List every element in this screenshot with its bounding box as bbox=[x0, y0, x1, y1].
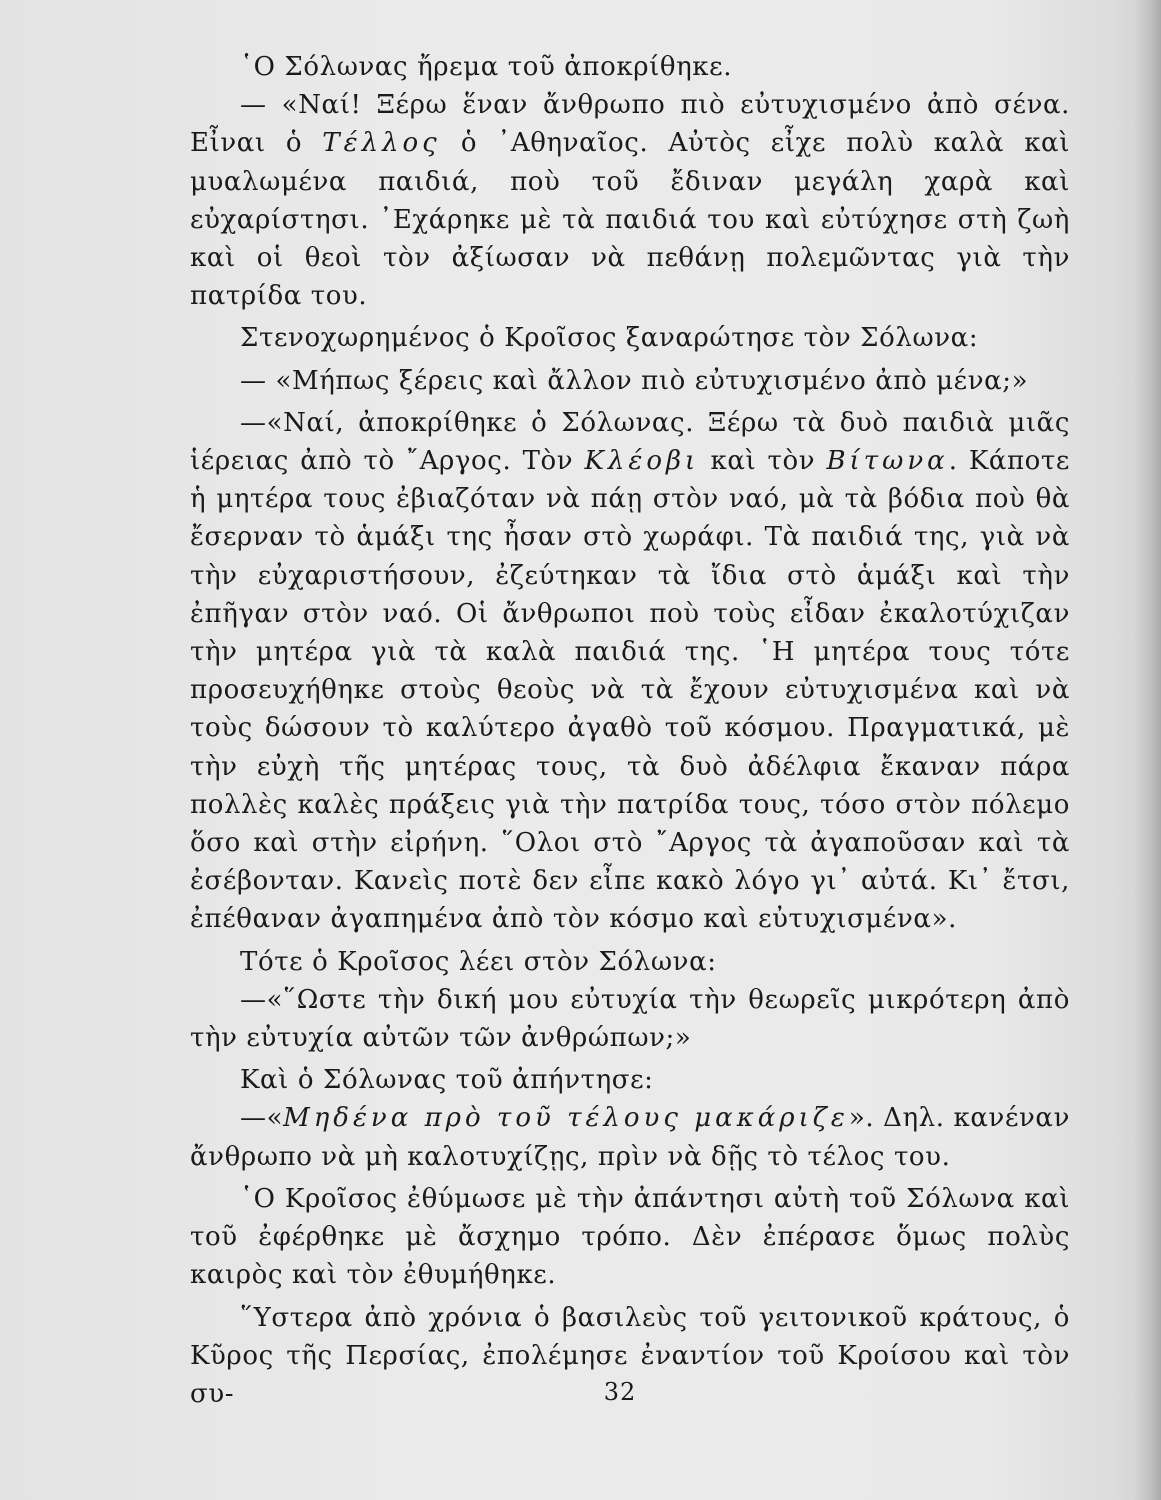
paragraph-7 bbox=[190, 981, 1070, 1057]
paragraph-9 bbox=[190, 1099, 1070, 1175]
paragraph-9-text-a: —« bbox=[240, 1103, 284, 1134]
name-kleobis: Κλέοβι bbox=[584, 446, 700, 477]
paragraph-5-text-c: . Κάποτε ἡ μητέρα τους ἐβιαζόταν νὰ πάῃ στὸν ναό, μὰ τὰ βόδια ποὺ θὰ ἔσερναν τὸ ἁμάξι της ἦσαν στὸ χωράφι. Τὰ παιδιά της, γιὰ νὰ τὴν εὐχαριστήσουν, ἐζεύτηκαν τὰ ἴδια στὸ ἁμάξι καὶ τὴν ἐπῆγαν στὸν ναό. Οἱ ἄνθρωποι ποὺ τοὺς εἶδαν ἐκαλοτύχιζαν τὴν μητέρα γιὰ τὰ καλὰ παιδιά της. ῾Η μητέρα τους τότε προσευχήθηκε στοὺς θεοὺς νὰ τὰ ἔχουν εὐτυχισμένα καὶ νὰ τοὺς δώσουν τὸ καλύτερο ἀγαθὸ τοῦ κόσμου. Πραγματικά, μὲ τὴν εὐχὴ τῆς μητέρας τους, τὰ δυὸ ἀδέλφια ἔκαναν πάρα πολλὲς καλὲς πράξεις γιὰ τὴν πατρίδα τους, τόσο στὸν πόλεμο ὅσο καὶ στὴν εἰρήνη. ῞Ολοι στὸ ῎Αργος τὰ ἀγαποῦσαν καὶ τὰ ἐσέβονταν. Κανεὶς ποτὲ δεν εἶπε κακὸ λόγο γι᾿ αὐτά. Κι᾿ ἔτσι, ἐπέθαναν ἀγαπημένα ἀπὸ τὸν κόσμο καὶ εὐτυχισμένα». bbox=[190, 446, 1070, 935]
paragraph-8 bbox=[190, 1061, 1070, 1099]
paragraph-6-text: Τότε ὁ Κροῖσος λέει στὸν Σόλωνα: bbox=[240, 946, 717, 977]
page-edge-shadow bbox=[1133, 0, 1161, 1500]
paragraph-7-text: —«῞Ωστε τὴν δική μου εὐτυχία τὴν θεωρεῖς μικρότερη ἀπὸ τὴν εὐτυχία αὐτῶν τῶν ἀνθρώπων;» bbox=[190, 984, 1070, 1054]
paragraph-2-text-b: ὁ ᾿Αθηναῖος. Αὐτὸς εἶχε πολὺ καλὰ καὶ μυαλωμένα παιδιά, ποὺ τοῦ ἔδιναν μεγάλη χαρὰ καὶ εὐχαρίστησι. ᾿Εχάρηκε μὲ τὰ παιδιά του καὶ εὐτύχησε στὴ ζωὴ καὶ οἱ θεοὶ τὸν ἀξίωσαν νὰ πεθάνῃ πολεμῶντας γιὰ τὴν πατρίδα του. bbox=[190, 128, 1070, 312]
paragraph-1 bbox=[190, 48, 1070, 86]
paragraph-4-text: — «Μήπως ξέρεις καὶ ἄλλον πιὸ εὐτυχισμένο ἀπὸ μένα;» bbox=[240, 365, 1029, 396]
paragraph-6 bbox=[190, 943, 1070, 981]
paragraph-8-text: Καὶ ὁ Σόλωνας τοῦ ἀπήντησε: bbox=[240, 1065, 654, 1096]
paragraph-9-text-b: ». Δηλ. κανέναν ἄνθρωπο νὰ μὴ καλοτυχίζῃς, πρὶν νὰ δῇς τὸ τέλος του. bbox=[190, 1103, 1070, 1172]
paragraph-11-text: ῞Υστερα ἀπὸ χρόνια ὁ βασιλεὺς τοῦ γειτονικοῦ κράτους, ὁ Κῦρος τῆς Περσίας, ἐπολέμησε ἐναντίον τοῦ Κροίσου καὶ τὸν συ- bbox=[190, 1302, 1070, 1409]
name-biton: Βίτωνα bbox=[826, 446, 949, 477]
paragraph-4 bbox=[190, 362, 1070, 400]
paragraph-10-text: ῾Ο Κροῖσος ἐθύμωσε μὲ τὴν ἀπάντησι αὐτὴ τοῦ Σόλωνα καὶ τοῦ ἐφέρθηκε μὲ ἄσχημο τρόπο. Δὲν ἐπέρασε ὅμως πολὺς καιρὸς καὶ τὸν ἐθυμήθηκε. bbox=[190, 1183, 1070, 1291]
body-text bbox=[190, 48, 1070, 1413]
paragraph-3 bbox=[190, 319, 1070, 357]
paragraph-2-text-a: — «Ναί! Ξέρω ἕναν ἄνθρωπο πιὸ εὐτυχισμένο ἀπὸ σένα. Εἶναι ὁ bbox=[190, 90, 1070, 159]
paragraph-1-text: ῾Ο Σόλωνας ἤρεμα τοῦ ἀποκρίθηκε. bbox=[240, 52, 733, 82]
paragraph-10 bbox=[190, 1180, 1070, 1295]
page-number: 32 bbox=[603, 1378, 637, 1406]
paragraph-5-text-a: —«Ναί, ἀποκρίθηκε ὁ Σόλωνας. Ξέρω τὰ δυὸ παιδιὰ μιᾶς ἱέρειας ἀπὸ τὸ ῎Αργος. Τὸν bbox=[190, 407, 1070, 477]
paragraph-5-text-b: καὶ τὸν bbox=[699, 446, 827, 477]
paragraph-3-text: Στενοχωρημένος ὁ Κροῖσος ξαναρώτησε τὸν Σόλωνα: bbox=[240, 323, 979, 354]
paragraph-2 bbox=[190, 86, 1070, 315]
quote-mhdena: Μηδένα πρὸ τοῦ τέλους μακάριζε bbox=[283, 1103, 849, 1134]
paragraph-5 bbox=[190, 404, 1070, 939]
name-tellos: Τέλλος bbox=[322, 128, 441, 159]
